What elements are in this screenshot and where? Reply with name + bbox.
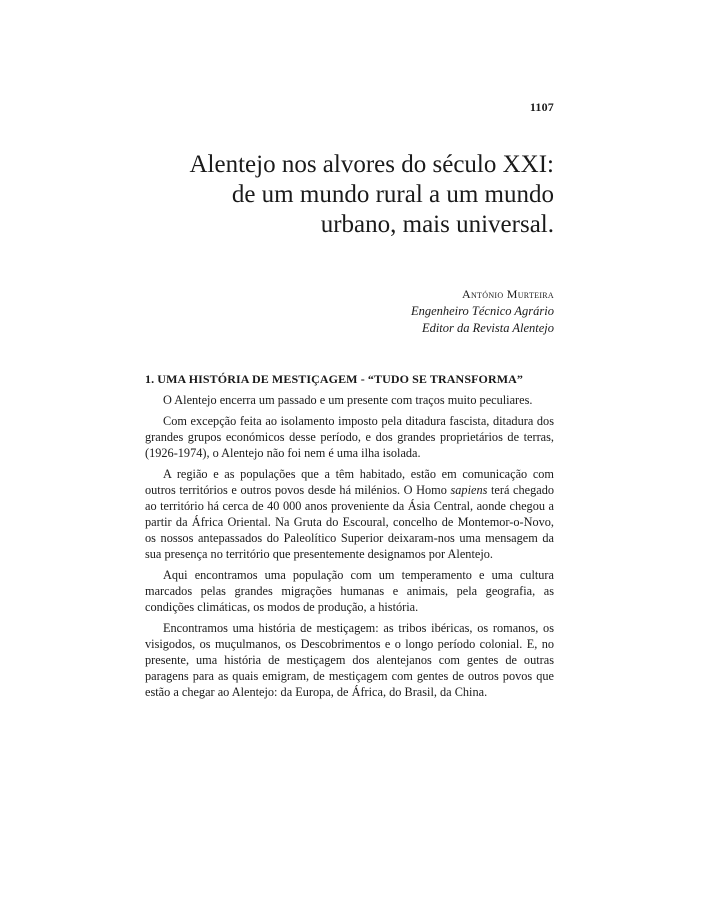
paragraph: O Alentejo encerra um passado e um presente com traços muito peculiares. [163, 393, 533, 407]
title-line: urbano, mais universal. [320, 211, 554, 238]
article-title [134, 150, 554, 240]
paragraph: Com excepção feita ao isolamento imposto pela ditadura fascista, ditadura dos grandes grupos económicos desse período, e dos grandes proprietários de terras, (1926-1974), o Alentejo não foi nem é uma ilha isolada. [145, 414, 554, 460]
paragraph [145, 466, 554, 562]
paragraph-text: A região e as populações que a têm habitado, estão em comunicação com outros territórios e outros povos desde há milénios. O Homo [145, 467, 554, 497]
paragraph: Aqui encontramos uma população com um temperamento e uma cultura marcados pelas grandes migrações humanas e animais, pela geografia, as condições climáticas, os modos de produção, a história. [145, 568, 554, 614]
author-affiliation: Editor da Revista Alentejo [421, 321, 554, 335]
italic-term: sapiens [450, 483, 488, 497]
author-name: António Murteira [462, 287, 554, 301]
section-heading: 1. UMA HISTÓRIA DE MESTIÇAGEM - “TUDO SE TRANSFORMA” [145, 372, 524, 386]
author-block [411, 286, 554, 337]
paragraph: Encontramos uma história de mestiçagem: as tribos ibéricas, os romanos, os visigodos, os muçulmanos, os Descobrimentos e o longo período colonial. E, no presente, uma história de mestiçagem dos alentejanos com gentes de outras paragens para as quais emigram, de mestiçagem com gentes de outros povos que estão a chegar ao Alentejo: da Europa, de África, do Brasil, da China. [145, 621, 554, 699]
article-body [145, 392, 554, 705]
title-line: Alentejo nos alvores do século XXI: [189, 151, 554, 178]
author-role: Engenheiro Técnico Agrário [410, 304, 554, 318]
title-line: de um mundo rural a um mundo [231, 181, 554, 208]
paragraph-text: terá chegado ao território há cerca de 40 000 anos proveniente da Ásia Central, aonde chegou a partir da África Oriental. Na Gruta do Escoural, concelho de Montemor-o-Novo, os nossos antepassados do Paleolítico Superior deixaram-nos uma mensagem da sua presença no território que presentemente designamos por Alentejo. [145, 483, 554, 561]
page-number: 1107 [529, 100, 554, 114]
